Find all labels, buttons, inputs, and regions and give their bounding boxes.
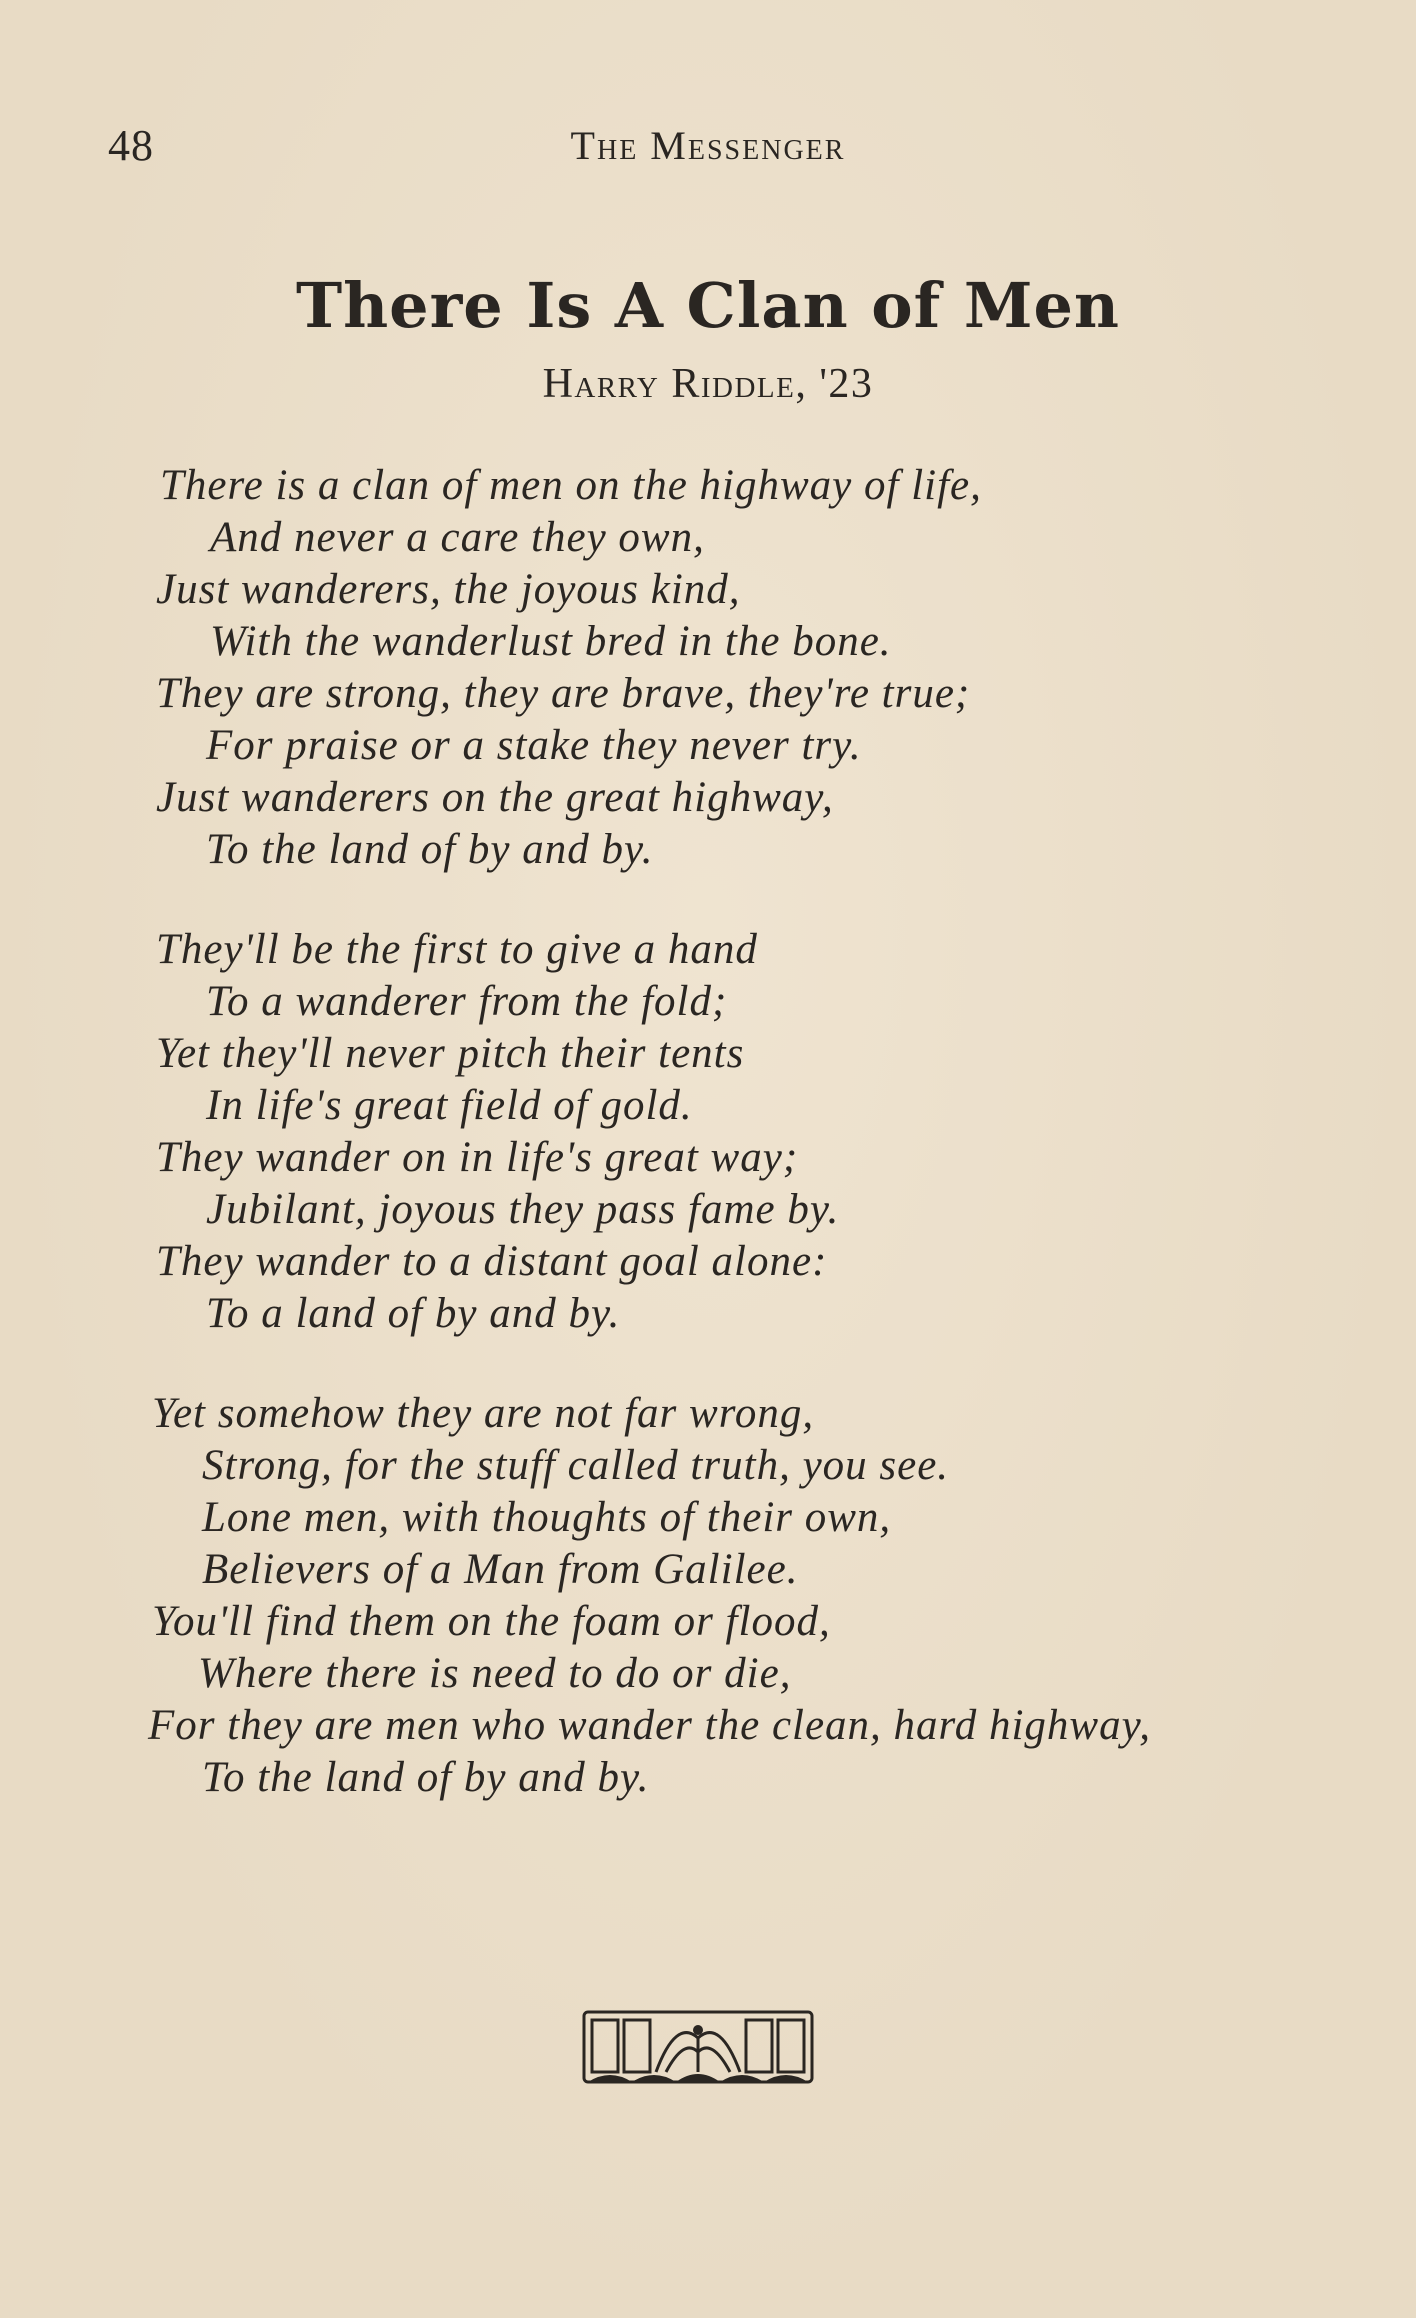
poem-line: In life's great field of gold. (206, 1082, 693, 1129)
poem-line: With the wanderlust bred in the bone. (210, 618, 892, 665)
poem-line: Jubilant, joyous they pass fame by. (206, 1186, 840, 1233)
poem-line: Just wanderers on the great highway, (156, 774, 834, 821)
poem-line: Where there is need to do or die, (198, 1650, 792, 1697)
page-number: 48 (108, 121, 154, 170)
poem-line: You'll find them on the foam or flood, (152, 1598, 831, 1645)
poem-line: There is a clan of men on the highway of life, (160, 462, 982, 509)
running-title: The Messenger (570, 123, 846, 168)
poem-title: There Is A Clan of Men (295, 269, 1121, 342)
poem-line: They'll be the first to give a hand (156, 926, 758, 973)
poem-line: To the land of by and by. (206, 826, 654, 873)
poem-line: To a wanderer from the fold; (206, 978, 728, 1025)
poem-line: To a land of by and by. (206, 1290, 621, 1337)
poem-line: Yet somehow they are not far wrong, (152, 1390, 815, 1437)
poem-line: They are strong, they are brave, they're true; (156, 670, 971, 717)
poem-line: Yet they'll never pitch their tents (156, 1030, 745, 1077)
poem-line: To the land of by and by. (202, 1754, 650, 1801)
poem-line: For praise or a stake they never try. (206, 722, 862, 769)
poem-line: For they are men who wander the clean, hard highway, (148, 1702, 1152, 1749)
poem-author: Harry Riddle, '23 (542, 361, 874, 407)
poem-line: Just wanderers, the joyous kind, (156, 566, 741, 613)
poem-line: Believers of a Man from Galilee. (202, 1546, 799, 1593)
poem-line: They wander on in life's great way; (156, 1134, 799, 1181)
poem-line: Strong, for the stuff called truth, you see. (202, 1442, 950, 1489)
tailpiece-ornament-icon (580, 2008, 816, 2090)
poem-line: And never a care they own, (210, 514, 705, 561)
poem-line: They wander to a distant goal alone: (156, 1238, 828, 1285)
poem-line: Lone men, with thoughts of their own, (202, 1494, 892, 1541)
